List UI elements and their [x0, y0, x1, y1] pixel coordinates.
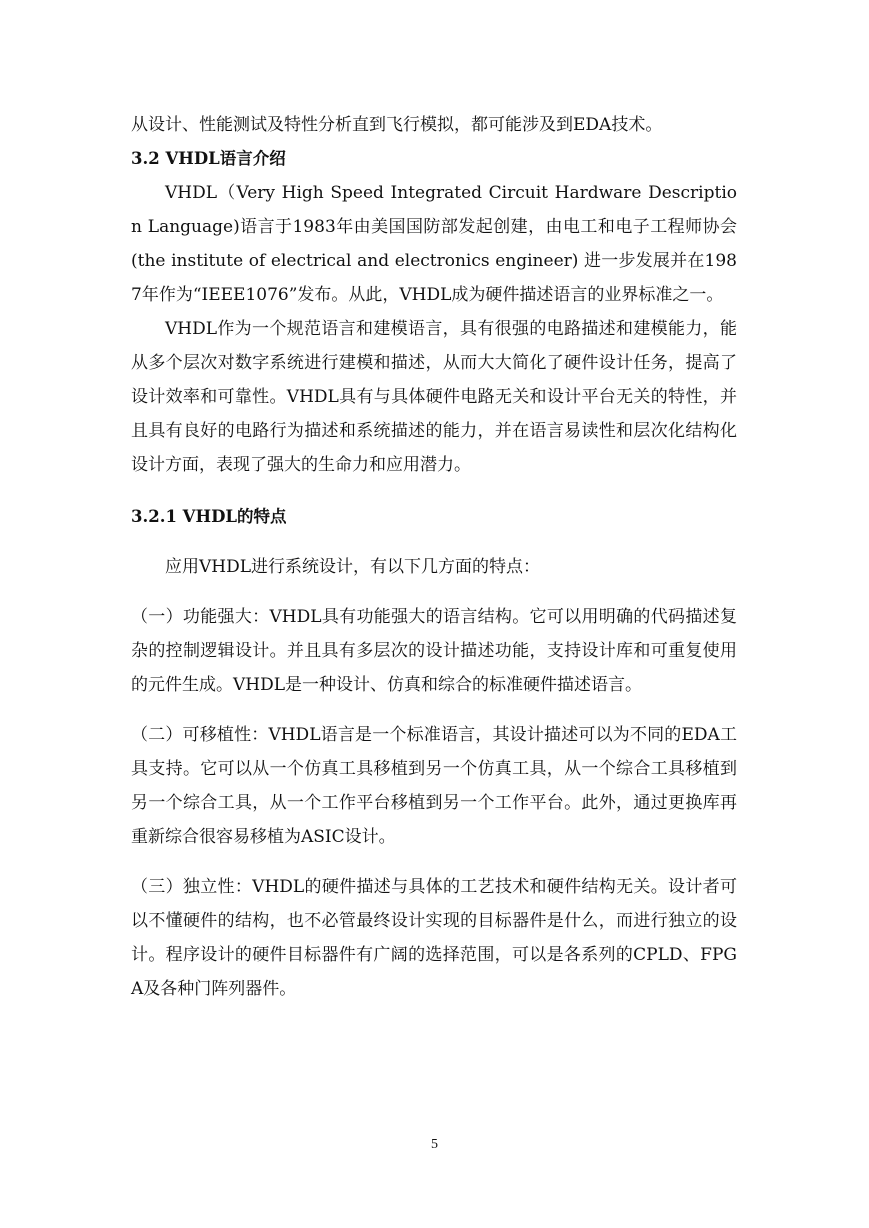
feature-item-portability: （二）可移植性：VHDL语言是一个标准语言，其设计描述可以为不同的EDA工具支持。它可以从一个仿真工具移植到另一个仿真工具，从一个综合工具移植到另一个综合工具，从一个工作平台移植到另一个工作平台。此外，通过更换库再重新综合很容易移植为ASIC设计。	[131, 725, 737, 847]
document-body	[131, 108, 737, 1006]
paragraph-vhdl-history: VHDL（Very High Speed Integrated Circuit Hardware Description Language)语言于1983年由美国国防部发起创建，由电工和电子工程师协会(the institute of electrical and electronics engineer) 进一步发展并在1987年作为“IEEE1076”发布。从此，VHDL成为硬件描述语言的业界标准之一。	[131, 183, 737, 305]
paragraph-features-intro: 应用VHDL进行系统设计，有以下几方面的特点：	[165, 557, 541, 577]
feature-item-independence: （三）独立性：VHDL的硬件描述与具体的工艺技术和硬件结构无关。设计者可以不懂硬件的结构，也不必管最终设计实现的目标器件是什么，而进行独立的设计。程序设计的硬件目标器件有广阔的选择范围，可以是各系列的CPLD、FPGA及各种门阵列器件。	[131, 877, 737, 999]
page-number: 5	[431, 1137, 438, 1152]
subsection-heading: 3.2.1 VHDL的特点	[131, 507, 287, 526]
feature-item-powerful: （一）功能强大：VHDL具有功能强大的语言结构。它可以用明确的代码描述复杂的控制逻辑设计。并且具有多层次的设计描述功能，支持设计库和可重复使用的元件生成。VHDL是一种设计、仿真和综合的标准硬件描述语言。	[131, 607, 737, 695]
section-heading: 3.2 VHDL语言介绍	[131, 149, 286, 168]
intro-line: 从设计、性能测试及特性分析直到飞行模拟，都可能涉及到EDA技术。	[131, 115, 663, 135]
paragraph-vhdl-capabilities: VHDL作为一个规范语言和建模语言，具有很强的电路描述和建模能力，能从多个层次对数字系统进行建模和描述，从而大大简化了硬件设计任务，提高了设计效率和可靠性。VHDL具有与具体硬件电路无关和设计平台无关的特性，并且具有良好的电路行为描述和系统描述的能力，并在语言易读性和层次化结构化设计方面，表现了强大的生命力和应用潜力。	[131, 319, 737, 475]
